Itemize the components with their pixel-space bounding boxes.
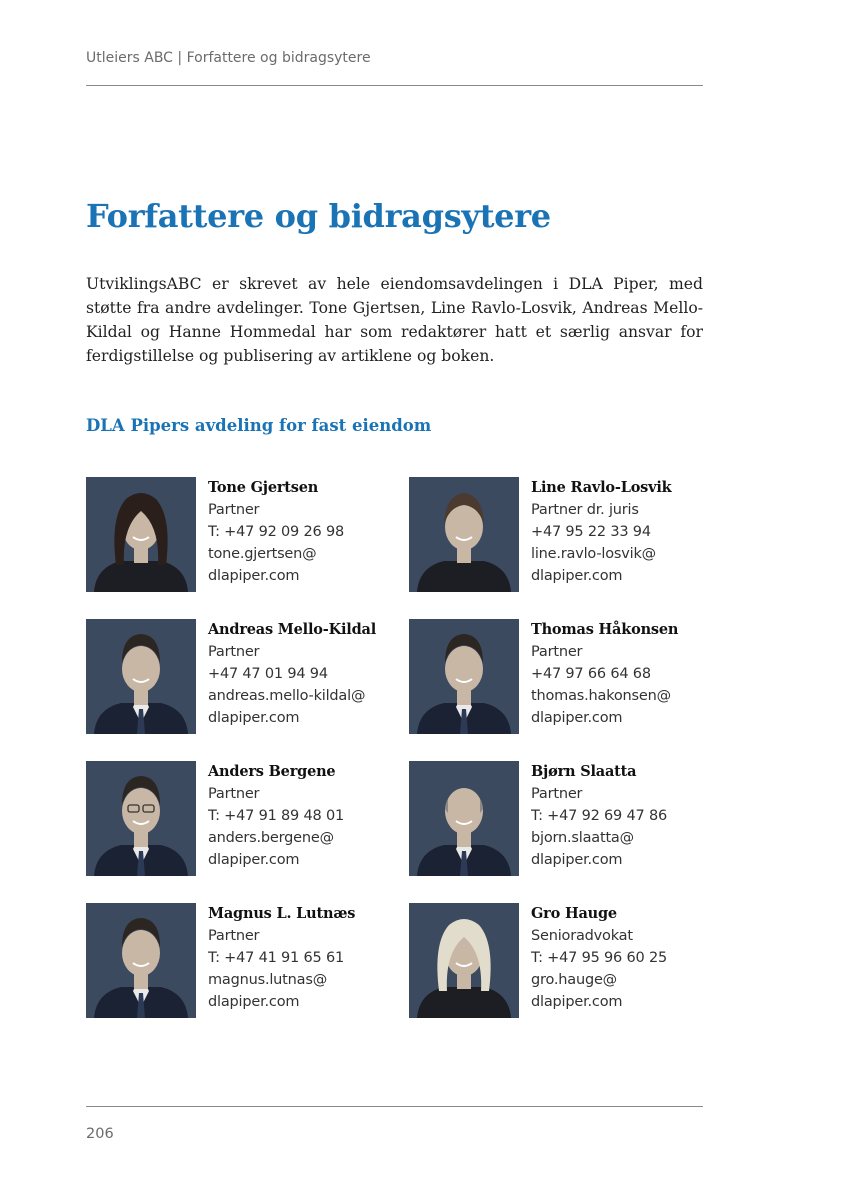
person-card — [86, 477, 386, 592]
portrait-photo — [86, 761, 196, 876]
person-email-domain: dlapiper.com — [531, 994, 623, 1010]
person-role: Partner — [208, 502, 260, 518]
header-rule — [86, 85, 703, 86]
person-email: andreas.mello-kildal@ — [208, 688, 366, 704]
person-role: Partner — [208, 786, 260, 802]
person-email-domain: dlapiper.com — [208, 994, 300, 1010]
person-info — [208, 903, 388, 1013]
person-info — [208, 477, 388, 587]
person-phone: T: +47 91 89 48 01 — [208, 808, 344, 824]
person-email-domain: dlapiper.com — [531, 568, 623, 584]
person-role: Senioradvokat — [531, 928, 633, 944]
person-info — [531, 477, 711, 587]
person-info — [208, 761, 388, 871]
person-email: gro.hauge@ — [531, 972, 617, 988]
portrait-photo — [409, 477, 519, 592]
person-card — [86, 761, 386, 876]
person-card — [409, 477, 709, 592]
person-name: Thomas Håkonsen — [531, 621, 679, 638]
page-title: Forfattere og bidragsytere — [86, 197, 551, 235]
person-card — [86, 619, 386, 734]
person-email: tone.gjertsen@ — [208, 546, 317, 562]
person-email-domain: dlapiper.com — [531, 710, 623, 726]
footer-rule — [86, 1106, 703, 1107]
portrait-photo — [409, 903, 519, 1018]
person-phone: T: +47 92 69 47 86 — [531, 808, 667, 824]
portrait-photo — [86, 619, 196, 734]
intro-paragraph: UtviklingsABC er skrevet av hele eiendomsavdelingen i DLA Piper, med støtte fra andre avdelinger. Tone Gjertsen, Line Ravlo-Losvik, Andreas Mello-Kildal og Hanne Hommedal har som redaktører hatt et særlig ansvar for ferdigstillelse og publisering av artiklene og boken. — [86, 275, 703, 365]
person-info — [531, 761, 711, 871]
person-name: Tone Gjertsen — [208, 479, 319, 496]
person-card — [86, 903, 386, 1018]
person-card — [409, 903, 709, 1018]
portrait-photo — [409, 761, 519, 876]
person-email-domain: dlapiper.com — [208, 568, 300, 584]
page-number: 206 — [86, 1126, 114, 1142]
person-email-domain: dlapiper.com — [208, 710, 300, 726]
person-card — [409, 761, 709, 876]
person-email: anders.bergene@ — [208, 830, 334, 846]
portrait-photo — [86, 477, 196, 592]
person-phone: T: +47 92 09 26 98 — [208, 524, 344, 540]
person-email: thomas.hakonsen@ — [531, 688, 671, 704]
person-name: Gro Hauge — [531, 905, 617, 922]
portrait-photo — [86, 903, 196, 1018]
person-phone: +47 47 01 94 94 — [208, 666, 328, 682]
person-name: Anders Bergene — [208, 763, 336, 780]
person-email: magnus.lutnas@ — [208, 972, 327, 988]
person-info — [208, 619, 388, 729]
person-role: Partner — [531, 644, 583, 660]
person-card — [409, 619, 709, 734]
person-name: Bjørn Slaatta — [531, 763, 637, 780]
portrait-photo — [409, 619, 519, 734]
person-info — [531, 619, 711, 729]
running-header: Utleiers ABC | Forfattere og bidragsytere — [86, 50, 371, 66]
person-email: line.ravlo-losvik@ — [531, 546, 656, 562]
person-name: Magnus L. Lutnæs — [208, 905, 356, 922]
section-heading: DLA Pipers avdeling for fast eiendom — [86, 416, 432, 435]
person-role: Partner dr. juris — [531, 502, 639, 518]
person-role: Partner — [531, 786, 583, 802]
person-phone: T: +47 95 96 60 25 — [531, 950, 667, 966]
person-email: bjorn.slaatta@ — [531, 830, 634, 846]
person-email-domain: dlapiper.com — [531, 852, 623, 868]
person-name: Line Ravlo-Losvik — [531, 479, 672, 496]
person-role: Partner — [208, 644, 260, 660]
person-phone: +47 95 22 33 94 — [531, 524, 651, 540]
person-email-domain: dlapiper.com — [208, 852, 300, 868]
person-info — [531, 903, 711, 1013]
person-role: Partner — [208, 928, 260, 944]
person-phone: +47 97 66 64 68 — [531, 666, 651, 682]
person-name: Andreas Mello-Kildal — [208, 621, 377, 638]
person-phone: T: +47 41 91 65 61 — [208, 950, 344, 966]
